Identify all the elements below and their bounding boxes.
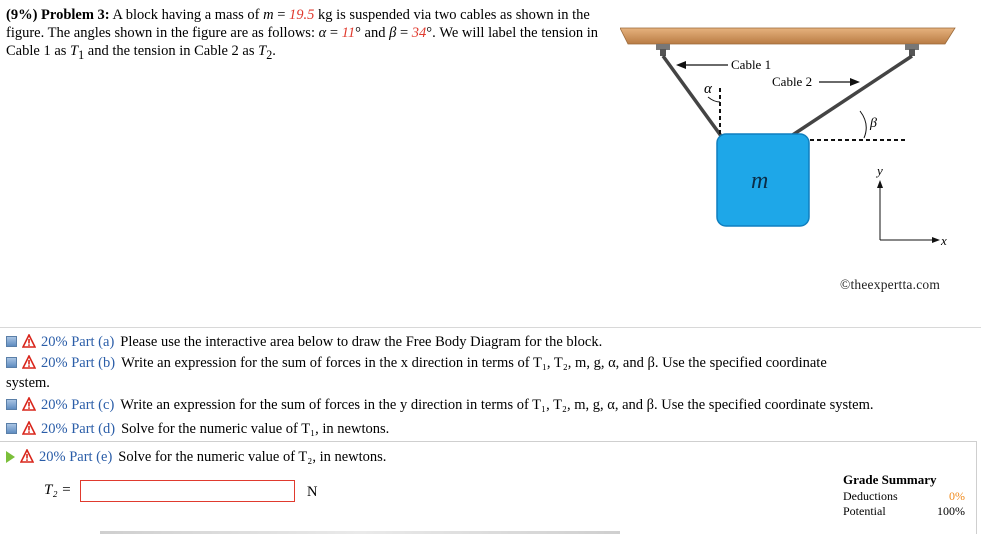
part-b-continuation: system. [6,375,50,391]
problem-title: Problem 3: [41,7,110,23]
part-c-row[interactable] [6,396,981,414]
part-e-text: Solve for the numeric value of T₂, in newtons. [118,449,387,465]
part-c-label[interactable]: 20% Part (c) [41,397,115,413]
part-a-row[interactable] [6,333,602,351]
section-divider [0,327,981,328]
equals: = [326,25,342,41]
expand-square-icon[interactable] [6,357,17,368]
play-icon[interactable] [6,451,15,463]
grade-summary [843,472,965,519]
cable-2 [785,56,912,140]
beta-value: 34 [411,25,427,41]
potential-label: Potential [843,504,886,518]
warning-icon [20,449,34,463]
x-axis-arrowhead [932,237,940,243]
part-b-label[interactable]: 20% Part (b) [41,355,116,371]
ceiling-beam [620,28,955,44]
cable-1-label: Cable 1 [731,57,772,72]
cable-2-label: Cable 2 [772,74,813,89]
expand-square-icon[interactable] [6,423,17,434]
deductions-label: Deductions [843,489,898,503]
t2-symbol: T [258,43,267,59]
problem-text-1: A block having a mass of [112,7,264,23]
equals: = [273,7,290,23]
cable-2-arrowhead [850,78,860,86]
grade-summary-title: Grade Summary [843,472,937,487]
part-e-row[interactable] [6,448,386,466]
period: . [272,43,276,59]
deg-and: ° and [355,25,390,41]
part-e-label[interactable]: 20% Part (e) [39,449,113,465]
expand-square-icon[interactable] [6,399,17,410]
y-axis-label: y [877,163,883,178]
warning-icon [22,334,36,348]
t2-answer-label: T₂ = [44,482,72,498]
part-b-text: Write an expression for the sum of forces in the x direction in terms of T₁, T₂, m, g, α, and β. Use the specified coordinate [121,355,827,371]
problem-text-4: and the tension in Cable 2 as [84,43,259,59]
deductions-row [843,489,965,504]
t1-subscript: 1 [78,47,85,62]
cable-1 [663,56,724,140]
part-d-row[interactable] [6,420,389,438]
equals: = [396,25,412,41]
t2-subscript: 2 [266,47,273,62]
warning-icon [22,397,36,411]
alpha-symbol: α [318,25,327,41]
part-c-text: Write an expression for the sum of forces in the y direction in terms of T₁, T₂, m, g, α, and β. Use the specified coordinate system. [120,397,874,413]
problem-figure [620,10,970,300]
anchor-left [656,44,670,56]
alpha-arc [708,97,720,102]
problem-statement [6,6,606,64]
t2-answer-input[interactable] [80,480,295,502]
mass-symbol: m [263,7,274,23]
warning-icon [22,355,36,369]
part-b-row[interactable] [6,354,966,372]
deductions-value: 0% [949,489,965,503]
alpha-label: α [704,81,712,97]
y-axis-arrowhead [877,180,883,188]
problem-text-2: kg is suspended via two cables as shown in the figure. The angles shown in the figure are as follows: [6,7,590,41]
part-d-label[interactable]: 20% Part (d) [41,421,116,437]
mass-value: 19.5 [289,7,315,23]
anchor-right [905,44,919,56]
x-axis-label: x [941,233,947,248]
problem-percent: (9%) [6,7,38,23]
alpha-value: 11 [341,25,356,41]
potential-value: 100% [937,504,965,518]
part-d-text: Solve for the numeric value of T₁, in newtons. [121,421,390,437]
problem-text-3: °. We will label the tension in Cable 1 as [6,25,599,59]
copyright-notice: ©theexpertta.com [840,277,941,292]
cable-1-arrowhead [676,61,686,69]
part-a-text: Please use the interactive area below to draw the Free Body Diagram for the block. [120,334,603,350]
part-a-label[interactable]: 20% Part (a) [41,334,115,350]
potential-row [843,504,965,519]
answer-unit: N [307,484,318,500]
warning-icon [22,421,36,435]
expand-square-icon[interactable] [6,336,17,347]
t1-symbol: T [70,43,79,59]
mass-block-label: m [751,168,769,194]
beta-symbol: β [389,25,397,41]
beta-arc [860,111,866,138]
beta-label: β [870,116,877,131]
